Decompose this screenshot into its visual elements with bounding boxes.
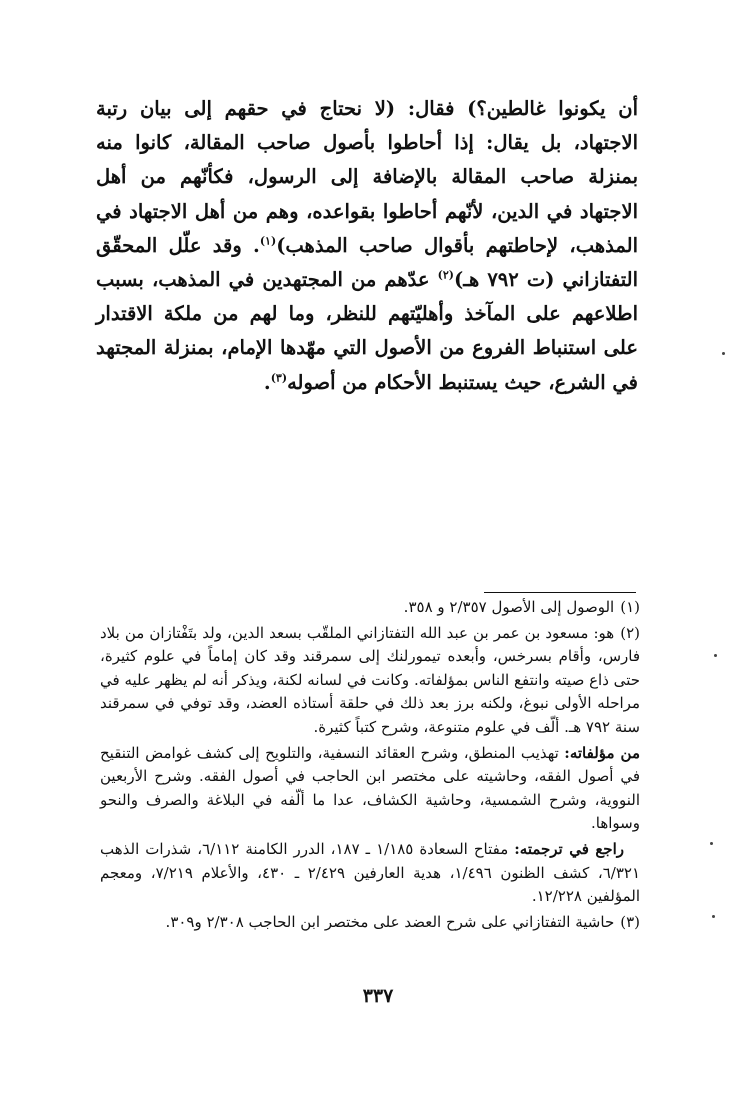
footnotes-section [100,596,640,936]
footnote-2-works-lead: من مؤلفاته: [564,743,640,762]
scan-speck [714,654,717,657]
footnote-3 [100,911,640,935]
footnote-ref-1: (١) [259,234,277,248]
footnote-1-number: (١) [620,598,640,616]
main-text-part-3: عدّهم من المجتهدين في المذهب، بسبب اطلاعهم على المآخذ وأهليّتهم للنظر، وما لهم من ملكة الاقتدار على استنباط الفروع من الأصول التي مهّدها الإمام، بمنزلة المجتهد في الشرع، حيث يستنبط الأحكام من أصوله [96,268,638,394]
footnote-1-text: الوصول إلى الأصول ٢/٣٥٧ و ٣٥٨. [403,598,615,616]
footnote-1 [100,596,640,620]
scan-speck [710,842,713,845]
footnote-2 [100,622,640,740]
main-paragraph [96,92,638,400]
scan-speck [712,915,715,918]
footnote-2-references-text: مفتاح السعادة ١/١٨٥ ـ ١٨٧، الدرر الكامنة ٦/١١٢، شذرات الذهب ٦/٣٢١، كشف الظنون ١/٤٩٦، هدية العارفين ٢/٤٢٩ ـ ٤٣٠، والأعلام ٧/٢١٩، ومعجم المؤلفين ١٢/٢٢٨. [100,839,640,906]
main-text-part-1: أن يكونوا غالطين؟) فقال: (لا نحتاج في حقهم إلى بيان رتبة الاجتهاد، بل يقال: إذا أحاطوا بأصول صاحب المقالة، كانوا منه بمنزلة صاحب المقالة بالإضافة إلى الرسول، فكأنّهم من أهل الاجتهاد في الدين، لأنّهم أحاطوا بقواعده، وهم من أهل الاجتهاد في المذهب، لإحاطتهم بأقوال صاحب المذهب) [96,97,638,257]
page-number: ٣٣٧ [362,985,394,1007]
footnote-ref-3: (٣) [270,371,288,385]
footnote-2-lead: هو: [593,623,615,642]
main-text-end: . [263,370,271,394]
scan-speck [722,352,725,355]
footnote-2-works [100,742,640,836]
footnote-3-text: حاشية التفتازاني على شرح العضد على مختصر ابن الحاجب ٢/٣٠٨ و٣٠٩. [165,912,615,931]
footnote-3-number: (٣) [620,912,640,931]
footnote-ref-2: (٢) [437,268,454,282]
footnote-2-text: مسعود بن عمر بن عبد الله التفتازاني الملقّب بسعد الدين، ولد بتَفْتازان من بلاد فارس، وأقام بسرخس، وأبعده تيمورلنك إلى سمرقند وقد كان إماماً في علوم كثيرة، حتى ذاع صيته وانتفع الناس بمؤلفاته. وكانت في لسانه لكنة، ويذكر أنه لم يظهر عليه في مراحله الأولى نبوغ، ولكنه برز بعد ذلك في حلقة أستاذه العضد، وقد توفي في سمرقند سنة ٧٩٢ هـ. ألّف في علوم متنوعة، وشرح كتباً كثيرة. [100,623,640,736]
footnote-2-references-lead: راجع في ترجمته: [514,839,624,858]
main-body-text [96,92,638,400]
footnote-2-number: (٢) [620,623,640,642]
footnote-2-references [100,838,640,909]
footnote-divider [484,592,636,593]
main-text-part-2: . وقد علّل المحقّق التفتازاني (ت ٧٩٢ هـ) [96,233,638,292]
footnote-2-works-text: تهذيب المنطق، وشرح العقائد النسفية، والتلويح إلى كشف غوامض التنقيح في أصول الفقه، وحاشيته على مختصر ابن الحاجب في أصول الفقه. وشرح الأربعين النووية، وشرح الشمسية، وحاشية الكشاف، عدا ما ألّفه في البلاغة والصرف والنحو وسواها. [100,743,640,833]
